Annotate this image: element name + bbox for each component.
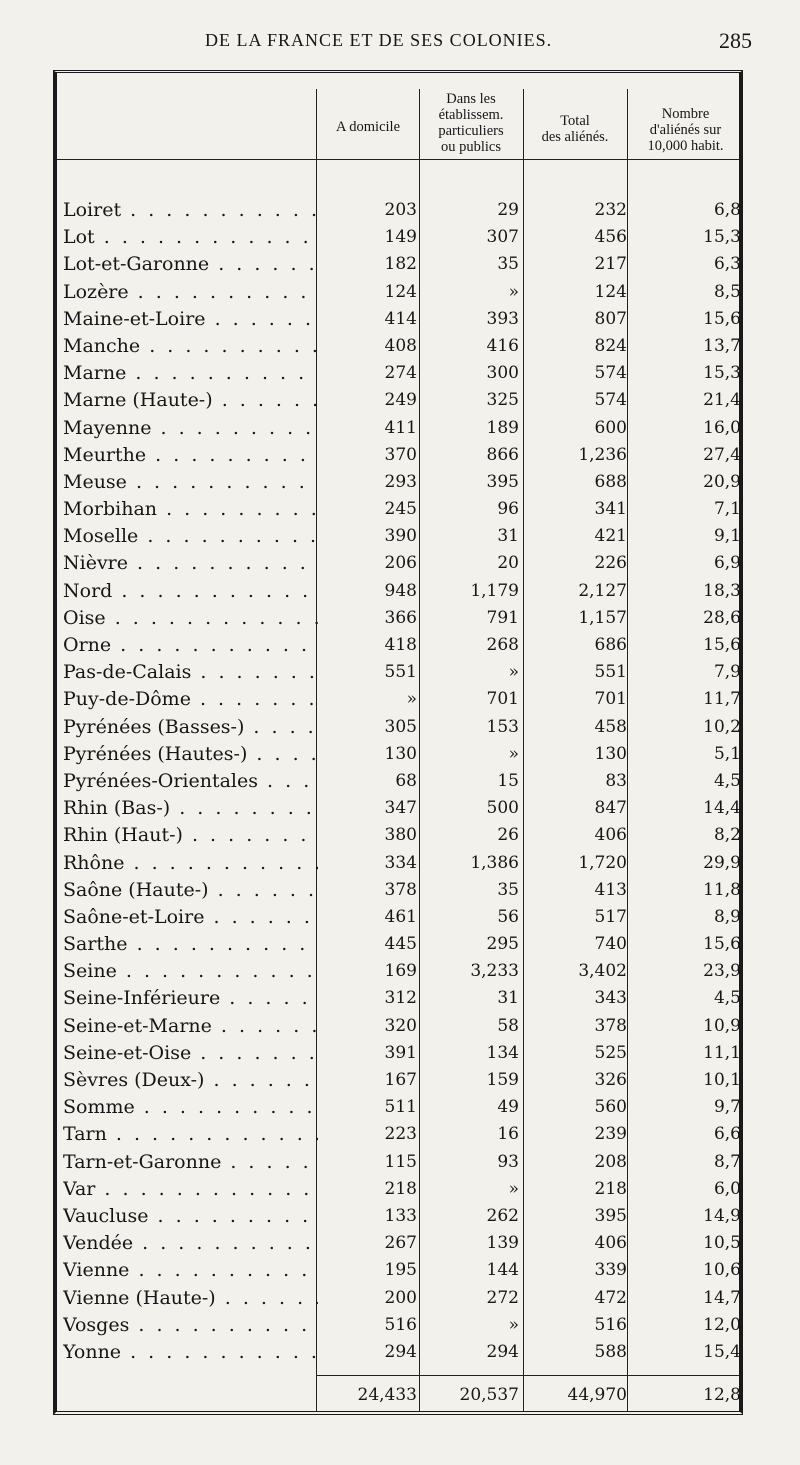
cell-etablissements: » — [508, 662, 519, 683]
table-row — [57, 224, 739, 251]
department-name: Rhin (Bas-) . . . — [63, 795, 318, 822]
cell-total: 341 — [594, 499, 627, 520]
page-number: 285 — [719, 28, 752, 53]
cell-etablissements: 58 — [497, 1015, 519, 1036]
table-row — [57, 850, 739, 877]
cell-a-domicile: 200 — [384, 1287, 417, 1308]
cell-ratio: 14,4 — [703, 798, 741, 819]
cell-total: 560 — [594, 1097, 627, 1118]
department-name: Rhin (Haut-) . . . — [63, 822, 318, 849]
cell-etablissements: 20 — [497, 553, 519, 574]
cell-total: 458 — [594, 716, 627, 737]
cell-a-domicile: 948 — [384, 580, 417, 601]
cell-ratio: 10,1 — [703, 1070, 741, 1090]
cell-a-domicile: 249 — [384, 390, 417, 411]
table-header — [57, 83, 739, 158]
cell-etablissements: 500 — [486, 798, 519, 819]
department-name: Vosges . . . — [63, 1312, 318, 1339]
cell-total: 701 — [594, 689, 627, 710]
table-row — [57, 985, 739, 1012]
column-header-a-domicile: A domicile — [335, 119, 401, 135]
cell-total: 421 — [594, 526, 627, 547]
cell-etablissements: 189 — [486, 417, 519, 438]
table-row — [57, 632, 739, 659]
cell-a-domicile: 551 — [384, 662, 417, 683]
cell-total: 807 — [594, 308, 627, 329]
cell-a-domicile: 115 — [384, 1151, 417, 1172]
cell-ratio: 20,9 — [703, 471, 741, 492]
table-row — [57, 1067, 739, 1094]
cell-total: 574 — [594, 390, 627, 411]
cell-a-domicile: 411 — [384, 417, 417, 438]
cell-etablissements: » — [508, 743, 519, 764]
cell-etablissements: 16 — [497, 1124, 519, 1145]
table-row — [57, 442, 739, 469]
table-row — [57, 904, 739, 931]
cell-etablissements: 268 — [486, 635, 519, 655]
cell-ratio: 16,0 — [703, 417, 741, 438]
cell-etablissements: 49 — [497, 1097, 519, 1118]
column-header-total: Total des aliénés. — [541, 113, 609, 145]
cell-a-domicile: 312 — [384, 988, 417, 1009]
table-row — [57, 306, 739, 333]
cell-ratio: 6,9 — [713, 553, 741, 574]
cell-ratio: 14,7 — [703, 1287, 741, 1308]
cell-ratio: 10,2 — [703, 716, 741, 737]
cell-a-domicile: 133 — [384, 1205, 417, 1226]
running-head — [0, 30, 800, 60]
cell-ratio: 8,5 — [713, 281, 741, 302]
table-row — [57, 1121, 739, 1148]
cell-ratio: 6,0 — [713, 1178, 741, 1199]
table-row — [57, 605, 739, 632]
cell-total: 326 — [594, 1070, 627, 1090]
cell-etablissements: 300 — [486, 363, 519, 384]
cell-a-domicile: 370 — [384, 444, 417, 465]
cell-total: 226 — [594, 553, 627, 574]
cell-etablissements: 144 — [486, 1260, 519, 1281]
table-row — [57, 496, 739, 523]
cell-etablissements: 393 — [486, 308, 519, 329]
total-etablissements: 20,537 — [459, 1385, 519, 1405]
cell-a-domicile: 195 — [384, 1260, 417, 1281]
cell-ratio: 11,1 — [703, 1042, 741, 1063]
cell-a-domicile: 293 — [384, 471, 417, 492]
cell-ratio: 7,9 — [713, 662, 741, 683]
department-name: Maine-et-Loire . . . — [63, 306, 318, 333]
column-header-nombre: Nombre d'aliénés sur 10,000 habit. — [647, 106, 724, 154]
cell-total: 2,127 — [578, 580, 627, 601]
department-name: Seine-et-Marne . . . — [63, 1013, 318, 1040]
cell-etablissements: » — [508, 281, 519, 302]
cell-ratio: 10,9 — [703, 1015, 741, 1036]
department-name: Rhône . . . — [63, 850, 318, 877]
cell-ratio: 4,5 — [713, 988, 741, 1009]
table-row — [57, 741, 739, 768]
cell-ratio: 29,9 — [703, 852, 741, 873]
cell-a-domicile: 390 — [384, 526, 417, 547]
cell-etablissements: 325 — [486, 390, 519, 411]
cell-a-domicile: 182 — [384, 254, 417, 275]
table-row — [57, 1285, 739, 1312]
header-rule — [57, 159, 739, 160]
cell-a-domicile: 245 — [384, 499, 417, 520]
cell-a-domicile: 445 — [384, 934, 417, 955]
cell-total: 3,402 — [578, 961, 627, 982]
department-name: Somme . . . — [63, 1094, 318, 1121]
cell-ratio: 6,3 — [713, 254, 741, 275]
cell-etablissements: 134 — [486, 1042, 519, 1063]
cell-a-domicile: 414 — [384, 308, 417, 329]
table-row — [57, 197, 739, 224]
cell-ratio: 11,8 — [703, 879, 741, 900]
department-name: Tarn-et-Garonne . . . — [63, 1149, 318, 1176]
cell-total: 551 — [594, 662, 627, 683]
cell-total: 525 — [594, 1042, 627, 1063]
page-title: DE LA FRANCE ET DE SES COLONIES. — [205, 30, 553, 50]
cell-ratio: 21,4 — [703, 390, 741, 411]
cell-total: 239 — [594, 1124, 627, 1145]
cell-etablissements: 35 — [497, 879, 519, 900]
cell-ratio: 7,1 — [713, 499, 741, 520]
table-row — [57, 958, 739, 985]
department-name: Marne (Haute-) . . . — [63, 387, 318, 414]
table-row — [57, 877, 739, 904]
table-row — [57, 1149, 739, 1176]
cell-etablissements: » — [508, 1178, 519, 1199]
table-row — [57, 1094, 739, 1121]
cell-ratio: 15,3 — [703, 227, 741, 248]
cell-etablissements: 31 — [497, 526, 519, 547]
cell-ratio: 27,4 — [703, 444, 741, 465]
table-row — [57, 415, 739, 442]
cell-ratio: 23,9 — [703, 961, 741, 982]
department-name: Manche . . . — [63, 333, 318, 360]
department-name: Saône (Haute-) . . . — [63, 877, 318, 904]
cell-a-domicile: » — [406, 689, 417, 710]
table-body — [57, 197, 739, 1366]
table-row — [57, 931, 739, 958]
department-name: Morbihan . . . — [63, 496, 318, 523]
cell-ratio: 9,1 — [713, 526, 741, 547]
totals-row — [57, 1380, 739, 1410]
cell-a-domicile: 149 — [384, 227, 417, 248]
cell-a-domicile: 391 — [384, 1042, 417, 1063]
cell-total: 217 — [594, 254, 627, 275]
cell-a-domicile: 167 — [384, 1070, 417, 1090]
cell-ratio: 10,6 — [703, 1260, 741, 1281]
cell-etablissements: 31 — [497, 988, 519, 1009]
cell-etablissements: 262 — [486, 1205, 519, 1226]
cell-total: 218 — [594, 1178, 627, 1199]
cell-total: 130 — [594, 743, 627, 764]
cell-ratio: 8,2 — [713, 825, 741, 846]
cell-a-domicile: 124 — [384, 281, 417, 302]
cell-a-domicile: 169 — [384, 961, 417, 982]
cell-a-domicile: 461 — [384, 906, 417, 927]
department-name: Sarthe . . . — [63, 931, 318, 958]
cell-ratio: 15,6 — [703, 308, 741, 329]
statistics-table — [53, 70, 743, 1415]
table-row — [57, 387, 739, 414]
cell-a-domicile: 305 — [384, 716, 417, 737]
cell-etablissements: 96 — [497, 499, 519, 520]
cell-ratio: 8,9 — [713, 906, 741, 927]
department-name: Nord . . . — [63, 578, 318, 605]
cell-total: 516 — [594, 1314, 627, 1335]
cell-etablissements: 15 — [497, 770, 519, 791]
cell-etablissements: 866 — [486, 444, 519, 465]
department-name: Mayenne . . . — [63, 415, 318, 442]
table-row — [57, 469, 739, 496]
department-name: Saône-et-Loire . . . — [63, 904, 318, 931]
cell-total: 83 — [605, 770, 627, 791]
cell-a-domicile: 130 — [384, 743, 417, 764]
cell-total: 574 — [594, 363, 627, 384]
cell-total: 343 — [594, 988, 627, 1009]
cell-etablissements: 1,179 — [470, 580, 519, 601]
department-name: Vienne (Haute-) . . . — [63, 1285, 318, 1312]
department-name: Vaucluse . . . — [63, 1203, 318, 1230]
cell-etablissements: 294 — [486, 1341, 519, 1362]
cell-etablissements: 139 — [486, 1233, 519, 1254]
cell-a-domicile: 320 — [384, 1015, 417, 1036]
cell-total: 1,157 — [578, 607, 627, 628]
cell-total: 378 — [594, 1015, 627, 1036]
cell-ratio: 5,1 — [713, 743, 741, 764]
cell-ratio: 8,7 — [713, 1151, 741, 1172]
cell-ratio: 10,5 — [703, 1233, 741, 1254]
table-row — [57, 1013, 739, 1040]
table-row — [57, 659, 739, 686]
table-row — [57, 1339, 739, 1366]
cell-etablissements: 295 — [486, 934, 519, 955]
cell-ratio: 15,4 — [703, 1341, 741, 1362]
cell-total: 686 — [594, 635, 627, 655]
cell-ratio: 11,7 — [703, 689, 741, 710]
department-name: Vienne . . . — [63, 1257, 318, 1284]
cell-ratio: 28,6 — [703, 607, 741, 628]
cell-total: 232 — [594, 200, 627, 220]
cell-ratio: 15,6 — [703, 934, 741, 955]
department-name: Pas-de-Calais . . . — [63, 659, 318, 686]
table-row — [57, 795, 739, 822]
cell-total: 413 — [594, 879, 627, 900]
department-name: Lozère . . . — [63, 279, 318, 306]
total-ratio: 12,8 — [703, 1385, 741, 1405]
total-a-domicile: 24,433 — [357, 1385, 417, 1405]
cell-ratio: 18,3 — [703, 580, 741, 601]
cell-a-domicile: 347 — [384, 798, 417, 819]
department-name: Var . . . — [63, 1176, 318, 1203]
department-name: Lot-et-Garonne . . . — [63, 251, 318, 278]
table-row — [57, 578, 739, 605]
department-name: Seine-et-Oise . . . — [63, 1040, 318, 1067]
table-row — [57, 1257, 739, 1284]
department-name: Sèvres (Deux-) . . . — [63, 1067, 318, 1094]
cell-etablissements: 791 — [486, 607, 519, 628]
cell-etablissements: 159 — [486, 1070, 519, 1090]
cell-total: 600 — [594, 417, 627, 438]
cell-etablissements: 153 — [486, 716, 519, 737]
cell-etablissements: » — [508, 1314, 519, 1335]
cell-a-domicile: 206 — [384, 553, 417, 574]
cell-ratio: 9,7 — [713, 1097, 741, 1118]
cell-etablissements: 29 — [497, 200, 519, 220]
table-row — [57, 550, 739, 577]
cell-total: 824 — [594, 335, 627, 356]
department-name: Seine . . . — [63, 958, 318, 985]
cell-a-domicile: 203 — [384, 200, 417, 220]
department-name: Nièvre . . . — [63, 550, 318, 577]
cell-ratio: 6,8 — [713, 200, 741, 220]
cell-etablissements: 307 — [486, 227, 519, 248]
department-name: Marne . . . — [63, 360, 318, 387]
department-name: Moselle . . . — [63, 523, 318, 550]
table-row — [57, 1203, 739, 1230]
cell-etablissements: 1,386 — [470, 852, 519, 873]
cell-a-domicile: 378 — [384, 879, 417, 900]
cell-ratio: 15,6 — [703, 635, 741, 655]
cell-total: 472 — [594, 1287, 627, 1308]
table-row — [57, 686, 739, 713]
cell-total: 406 — [594, 825, 627, 846]
cell-etablissements: 93 — [497, 1151, 519, 1172]
cell-ratio: 13,7 — [703, 335, 741, 356]
cell-total: 395 — [594, 1205, 627, 1226]
cell-a-domicile: 511 — [384, 1097, 417, 1118]
cell-total: 688 — [594, 471, 627, 492]
cell-a-domicile: 218 — [384, 1178, 417, 1199]
cell-total: 456 — [594, 227, 627, 248]
department-name: Loiret . . . — [63, 197, 318, 224]
cell-etablissements: 395 — [486, 471, 519, 492]
table-row — [57, 333, 739, 360]
cell-a-domicile: 418 — [384, 635, 417, 655]
cell-total: 1,720 — [578, 852, 627, 873]
cell-total: 517 — [594, 906, 627, 927]
cell-ratio: 4,5 — [713, 770, 741, 791]
cell-total: 208 — [594, 1151, 627, 1172]
cell-total: 847 — [594, 798, 627, 819]
cell-a-domicile: 366 — [384, 607, 417, 628]
department-name: Meurthe . . . — [63, 442, 318, 469]
cell-total: 124 — [594, 281, 627, 302]
cell-a-domicile: 223 — [384, 1124, 417, 1145]
cell-total: 406 — [594, 1233, 627, 1254]
cell-total: 1,236 — [578, 444, 627, 465]
totals-rule — [316, 1375, 739, 1376]
cell-etablissements: 26 — [497, 825, 519, 846]
department-name: Pyrénées (Hautes-) . . . — [63, 741, 318, 768]
cell-a-domicile: 516 — [384, 1314, 417, 1335]
cell-a-domicile: 334 — [384, 852, 417, 873]
department-name: Puy-de-Dôme . . . — [63, 686, 318, 713]
department-name: Pyrénées-Orientales . . . — [63, 768, 318, 795]
cell-ratio: 12,0 — [703, 1314, 741, 1335]
cell-a-domicile: 274 — [384, 363, 417, 384]
department-name: Lot . . . — [63, 224, 318, 251]
cell-a-domicile: 380 — [384, 825, 417, 846]
department-name: Meuse . . . — [63, 469, 318, 496]
cell-total: 740 — [594, 934, 627, 955]
cell-ratio: 14,9 — [703, 1205, 741, 1226]
cell-ratio: 15,3 — [703, 363, 741, 384]
cell-total: 339 — [594, 1260, 627, 1281]
table-row — [57, 714, 739, 741]
table-row — [57, 523, 739, 550]
department-name: Vendée . . . — [63, 1230, 318, 1257]
cell-ratio: 6,6 — [713, 1124, 741, 1145]
table-row — [57, 1312, 739, 1339]
cell-etablissements: 416 — [486, 335, 519, 356]
cell-etablissements: 3,233 — [470, 961, 519, 982]
cell-total: 588 — [594, 1341, 627, 1362]
department-name: Oise . . . — [63, 605, 318, 632]
table-row — [57, 822, 739, 849]
cell-a-domicile: 408 — [384, 335, 417, 356]
table-row — [57, 1230, 739, 1257]
table-row — [57, 1040, 739, 1067]
cell-etablissements: 272 — [486, 1287, 519, 1308]
cell-a-domicile: 68 — [395, 770, 417, 791]
total-alienes: 44,970 — [567, 1385, 627, 1405]
column-header-etablissements: Dans les établissem. particuliers ou publics — [438, 91, 504, 155]
cell-a-domicile: 294 — [384, 1341, 417, 1362]
cell-a-domicile: 267 — [384, 1233, 417, 1254]
department-name: Yonne . . . — [63, 1339, 318, 1366]
department-name: Pyrénées (Basses-) . . . — [63, 714, 318, 741]
department-name: Tarn . . . — [63, 1121, 318, 1148]
cell-etablissements: 701 — [486, 689, 519, 710]
department-name: Seine-Inférieure . . . — [63, 985, 318, 1012]
cell-etablissements: 35 — [497, 254, 519, 275]
table-row — [57, 360, 739, 387]
cell-etablissements: 56 — [497, 906, 519, 927]
table-row — [57, 251, 739, 278]
table-row — [57, 279, 739, 306]
table-row — [57, 768, 739, 795]
table-row — [57, 1176, 739, 1203]
department-name: Orne . . . — [63, 632, 318, 659]
